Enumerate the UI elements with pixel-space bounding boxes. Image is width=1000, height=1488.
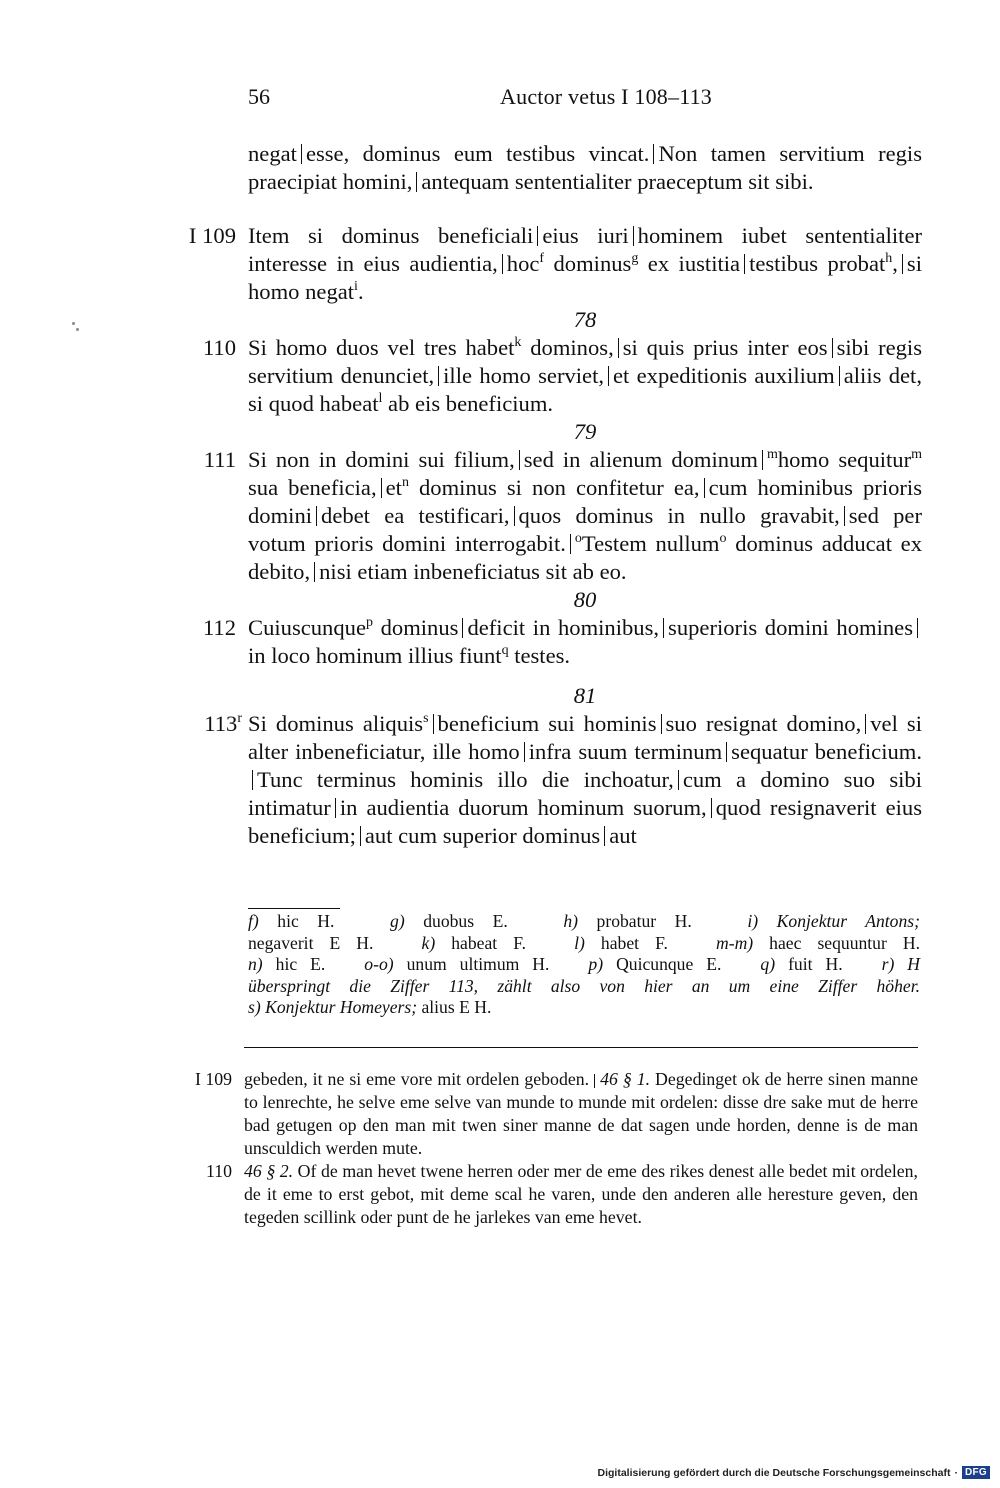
segment-divider bbox=[832, 338, 833, 358]
footnotes bbox=[248, 911, 920, 1019]
segment-divider bbox=[316, 506, 317, 526]
paragraph-number: 110 bbox=[205, 1161, 232, 1181]
segment-divider bbox=[839, 366, 840, 386]
funding-notice: Digitalisierung gefördert durch die Deutsche Forschungsgemeinschaft · DFG bbox=[598, 1466, 991, 1479]
segment-divider bbox=[726, 742, 727, 762]
segment-divider bbox=[917, 618, 918, 638]
paragraph-number: I 109 bbox=[194, 1069, 232, 1089]
segment-divider bbox=[433, 714, 434, 734]
segment-divider bbox=[438, 366, 439, 386]
running-title: Auctor vetus I 108–113 bbox=[500, 84, 712, 109]
footnote-line: n) hic E. o-o) unum ultimum H. p) Quicunque E. q) fuit H. r) H bbox=[248, 954, 921, 974]
margin-speck bbox=[72, 322, 75, 325]
paragraph-number: 110 bbox=[202, 335, 236, 360]
footnote-line: s) Konjektur Homeyers; alius E H. bbox=[248, 997, 492, 1017]
segment-divider bbox=[570, 534, 571, 554]
segment-divider bbox=[608, 366, 609, 386]
paragraph-109: I 109 Item si dominus beneficiali eius iuri hominem iubet sententialiter interesse in eius audientia, hoc$^f$ dominus$^g$ ex iustitia testibus probat$^h$, si homo negat$^i$. bbox=[248, 222, 922, 306]
running-header bbox=[248, 84, 712, 118]
segment-divider bbox=[335, 798, 336, 818]
footnote-rule bbox=[248, 908, 340, 909]
segment-divider bbox=[604, 826, 605, 846]
segment-divider bbox=[633, 226, 634, 246]
footnote-marker: n bbox=[401, 474, 409, 490]
segment-divider bbox=[762, 450, 763, 470]
footnote-marker: m bbox=[766, 446, 778, 462]
dfg-logo: DFG bbox=[962, 1466, 990, 1479]
paragraph-108-continued: negat esse, dominus eum testibus vincat. Non tamen servitium regis praecipiat homini, antequam sententialiter praeceptum sit sibi. bbox=[248, 141, 922, 194]
footnote-marker: l bbox=[378, 390, 383, 406]
german-paragraph-110: 110 46 § 2. Of de man hevet twene herren oder mer de eme des rikes denest alle bedet mit ordelen, de it eme to erst gebot, mit deme scal he varen, unde den anderen alle heresture geven, den tegeden scillink oder punt de he jarlekes van eme hevet. bbox=[244, 1160, 918, 1229]
margin-speck bbox=[76, 328, 79, 331]
footnote-marker: g bbox=[631, 250, 639, 266]
chapter-number: 79 bbox=[573, 419, 597, 444]
footnote-marker: o bbox=[574, 530, 582, 546]
segment-divider bbox=[514, 506, 515, 526]
paragraph-number: 113$^r$ bbox=[204, 710, 242, 736]
footnote-marker: r bbox=[237, 710, 242, 726]
segment-divider bbox=[301, 144, 302, 164]
segment-divider bbox=[653, 144, 654, 164]
segment-divider bbox=[594, 1074, 595, 1088]
german-text bbox=[160, 1068, 918, 1229]
segment-divider bbox=[663, 618, 664, 638]
segment-divider bbox=[360, 826, 361, 846]
segment-divider bbox=[314, 562, 315, 582]
footnote-marker: s bbox=[423, 710, 429, 726]
footnote-marker: q bbox=[501, 642, 509, 658]
segment-divider bbox=[704, 478, 705, 498]
chapter-number: 80 bbox=[573, 587, 597, 612]
paragraph-113: 113$^r$ Si dominus aliquis$^s$ beneficium sui hominis suo resignat domino, vel si alter inbeneficiatur, ille homo infra suum terminum sequatur beneficium.Tunc terminus hominis illo die inchoatur, cum a domino suo sibi intimatur in audientia duorum hominum suorum, quod resignaverit eius beneficium; aut cum superior dominus aut bbox=[248, 710, 922, 850]
segment-divider bbox=[844, 506, 845, 526]
footnote-line: f) hic H. g) duobus E. h) probatur H. i) Konjektur Antons; bbox=[248, 911, 920, 931]
paragraph-111: 111 Si non in domini sui filium, sed in alienum dominum $^m$homo sequitur$^m$ sua beneficia, $et^n$ dominus si non confitetur ea, cum hominibus prioris domini debet ea testificari, quos dominus in nullo gravabit, sed per votum prioris domini interrogabit. $^o$Testem nullum$^o$ dominus adducat ex debito, nisi etiam inbeneficiatus sit ab eo. bbox=[248, 446, 922, 586]
chapter-number: 81 bbox=[573, 683, 597, 708]
section-rule bbox=[244, 1047, 918, 1048]
segment-divider bbox=[519, 450, 520, 470]
chapter-number: 78 bbox=[573, 307, 597, 332]
german-paragraph-109: I 109 gebeden, it ne si eme vore mit ordelen geboden. 46 § 1. Degedinget ok de herre sinen manne to lenrechte, he selve eme selve van munde to munde mit ordelen: disse dre sake mut de herre bad getugen op den man mit twen siner manne de dat sagen unde horden, denne is de man unsculdich werden mute. bbox=[244, 1068, 918, 1160]
paragraph-number: 111 bbox=[203, 447, 236, 472]
segment-divider bbox=[537, 226, 538, 246]
footnote-marker: m bbox=[911, 446, 923, 462]
segment-divider bbox=[902, 254, 903, 274]
page-number: 56 bbox=[248, 84, 270, 109]
segment-divider bbox=[252, 770, 253, 790]
segment-divider bbox=[661, 714, 662, 734]
segment-divider bbox=[678, 770, 679, 790]
footnote-marker: f bbox=[539, 250, 545, 266]
segment-divider bbox=[618, 338, 619, 358]
segment-divider bbox=[744, 254, 745, 274]
footnote-marker: o bbox=[719, 530, 727, 546]
segment-divider bbox=[381, 478, 382, 498]
paragraph-112: 112 Cuiuscunque$^p$ dominus deficit in hominibus, superioris domini hominesin loco hominum illius fiunt$^q$ testes. bbox=[248, 614, 922, 670]
segment-divider bbox=[865, 714, 866, 734]
footnote-marker: h bbox=[885, 250, 893, 266]
latin-text bbox=[160, 140, 922, 850]
segment-divider bbox=[524, 742, 525, 762]
footnote-marker: p bbox=[365, 614, 373, 630]
footnote-marker: k bbox=[514, 334, 522, 350]
paragraph-number: I 109 bbox=[188, 223, 236, 248]
footnote-line: negaverit E H. k) habeat F. l) habet F. m-m) haec sequuntur H. bbox=[248, 932, 920, 953]
segment-divider bbox=[711, 798, 712, 818]
segment-divider bbox=[416, 172, 417, 192]
footnote-line: überspringt die Ziffer 113, zählt also von hier an um eine Ziffer höher. bbox=[248, 975, 920, 996]
footnote-marker: i bbox=[354, 278, 358, 294]
segment-divider bbox=[462, 618, 463, 638]
paragraph-110: 110 Si homo duos vel tres habet$^k$ dominos, si quis prius inter eos sibi regis servitium denunciet, ille homo serviet, et expeditionis auxilium aliis det, si quod habeat$^l$ ab eis beneficium. bbox=[248, 334, 922, 418]
paragraph-number: 112 bbox=[202, 615, 236, 640]
segment-divider bbox=[502, 254, 503, 274]
